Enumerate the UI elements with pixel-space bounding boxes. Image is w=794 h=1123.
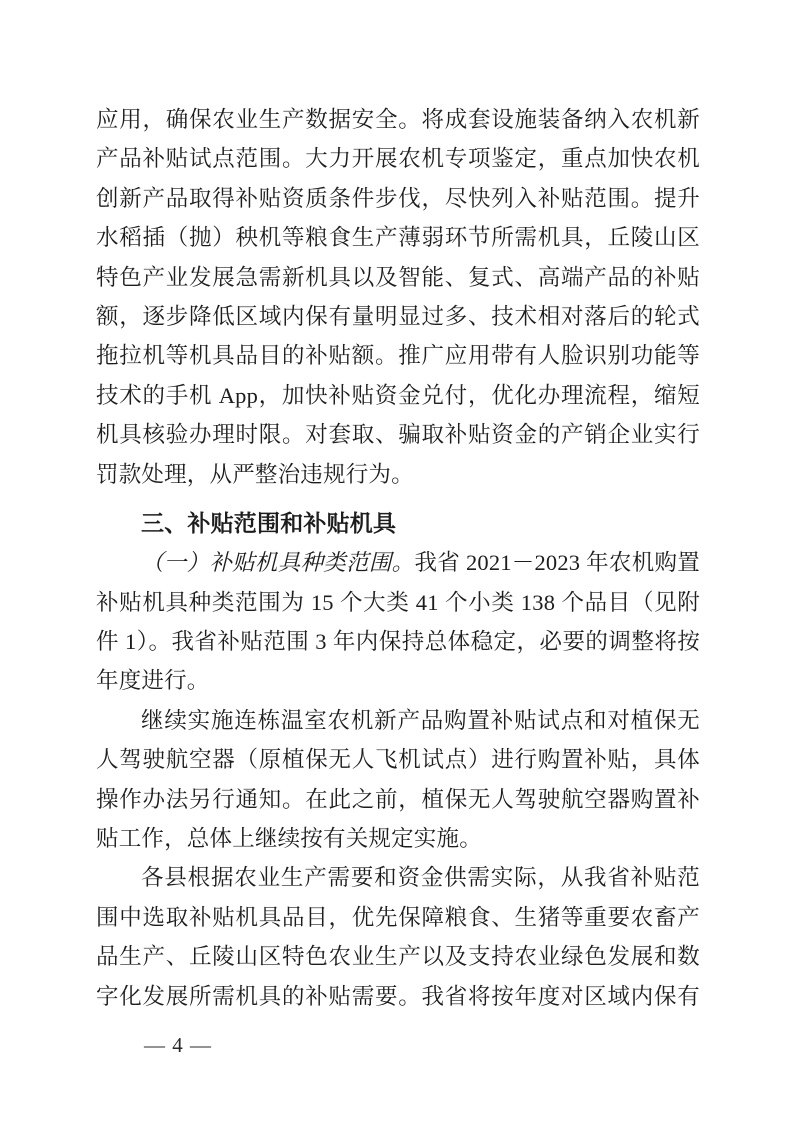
body-line: 机具核验办理时限。对套取、骗取补贴资金的产销企业实行 — [96, 422, 700, 448]
body-line: 围中选取补贴机具品目，优先保障粮食、生猪等重要农畜产 — [96, 904, 700, 930]
body-line: 拖拉机等机具品目的补贴额。推广应用带有人脸识别功能等 — [96, 343, 700, 369]
kaiti-lead-text: （一）补贴机具种类范围。 — [141, 550, 415, 576]
body-line: 技术的手机 App，加快补贴资金兑付，优化办理流程，缩短 — [96, 382, 700, 408]
body-line: 创新产品取得补贴资质条件步伐，尽快列入补贴范围。提升 — [96, 185, 700, 211]
body-line: 额，逐步降低区域内保有量明显过多、技术相对落后的轮式 — [96, 303, 700, 329]
body-line: 特色产业发展急需新机具以及智能、复式、高端产品的补贴 — [96, 264, 700, 290]
body-line: 补贴机具种类范围为 15 个大类 41 个小类 138 个品目（见附 — [96, 589, 700, 615]
body-line: 件 1）。我省补贴范围 3 年内保持总体稳定，必要的调整将按 — [96, 629, 700, 655]
body-line — [96, 543, 700, 582]
body-line: 应用，确保农业生产数据安全。将成套设施装备纳入农机新 — [96, 107, 700, 132]
body-line: 产品补贴试点范围。大力开展农机专项鉴定，重点加快农机 — [96, 146, 700, 172]
body-line: 年度进行。 — [96, 668, 210, 694]
line-rest-text: 我省 2021－2023 年农机购置 — [414, 550, 700, 576]
body-line: 继续实施连栋温室农机新产品购置补贴试点和对植保无 — [141, 707, 700, 733]
body-line: 各县根据农业生产需要和资金供需实际，从我省补贴范 — [141, 865, 700, 891]
body-line: 罚款处理，从严整治违规行为。 — [96, 461, 414, 487]
body-line: 水稻插（抛）秧机等粮食生产薄弱环节所需机具，丘陵山区 — [96, 225, 700, 251]
body-line: 人驾驶航空器（原植保无人飞机试点）进行购置补贴，具体 — [96, 747, 700, 773]
body-line: 字化发展所需机具的补贴需要。我省将按年度对区域内保有 — [96, 983, 700, 1009]
body-line: 贴工作，总体上继续按有关规定实施。 — [96, 826, 482, 852]
body-line: 操作办法另行通知。在此之前，植保无人驾驶航空器购置补 — [96, 786, 700, 812]
body-line: 品生产、丘陵山区特色农业生产以及支持农业绿色发展和数 — [96, 944, 700, 970]
page-number: — 4 — — [144, 1033, 212, 1057]
text-block — [96, 100, 700, 1016]
section-heading: 三、补贴范围和补贴机具 — [141, 509, 397, 536]
